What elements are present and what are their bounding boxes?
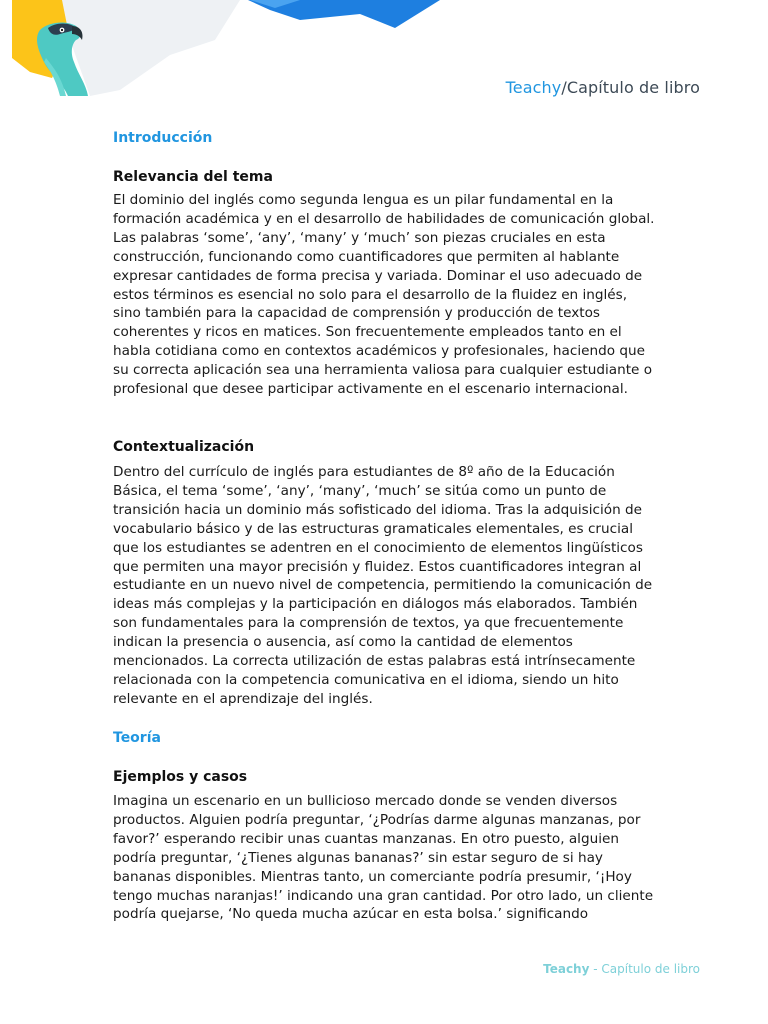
- subtitle-relevancia: Relevancia del tema: [113, 169, 273, 185]
- paragraph-relevancia: El dominio del inglés como segunda lengua es un pilar fundamental en la formación académica y en el desarrollo de habilidades de comunicación global. Las palabras ‘some’, ‘any’, ‘many’ y ‘much’ son piezas cruciales en esta construcción, funcionando como cuantificadores que permiten al hablante expresar cantidades de forma precisa y variada. Dominar el uso adecuado de estos términos es esencial no solo para el desarrollo de la fluidez en inglés, sino también para la capacidad de comprensión y producción de textos coherentes y ricos en matices. Son frecuentemente empleados tanto en el habla cotidiana como en contextos académicos y profesionales, haciendo que su correcta aplicación sea una herramienta valiosa para cualquier estudiante o profesional que desee participar activamente en el escenario internacional.: [113, 192, 655, 398]
- breadcrumb-separator: /: [561, 78, 567, 97]
- parrot-logo-icon: [26, 18, 92, 98]
- paragraph-ejemplos: Imagina un escenario en un bullicioso mercado donde se venden diversos productos. Alguien podría preguntar, ‘¿Podrías darme algunas manzanas, por favor?’ esperando recibir unas cuantas manzanas. En otro puesto, alguien podría preguntar, ‘¿Tienes algunas bananas?’ sin estar seguro de si hay bananas disponibles. Mientras tanto, un comerciante podría presumir, ‘¡Hoy tengo muchas naranjas!’ indicando una gran cantidad. Por otro lado, un cliente podría quejarse, ‘No queda mucha azúcar en esta bolsa.’ significando: [113, 793, 654, 923]
- subtitle-contextualizacion: Contextualización: [113, 439, 255, 455]
- section-title-teoria: Teoría: [113, 730, 161, 746]
- footer-section: Capítulo de libro: [601, 962, 700, 976]
- header-breadcrumb: [506, 78, 700, 97]
- brand-name: Teachy: [505, 78, 562, 97]
- footer-brand: Teachy: [543, 962, 590, 976]
- footer-label: [543, 962, 700, 976]
- subtitle-ejemplos: Ejemplos y casos: [113, 769, 248, 785]
- breadcrumb-section: Capítulo de libro: [566, 78, 700, 97]
- paragraph-contextualizacion: Dentro del currículo de inglés para estudiantes de 8º año de la Educación Básica, el tema ‘some’, ‘any’, ‘many’, ‘much’ se sitúa como un punto de transición hacia un dominio más sofisticado del idioma. Tras la adquisición de vocabulario básico y de las estructuras gramaticales elementales, es crucial que los estudiantes se adentren en el conocimiento de elementos lingüísticos que permiten una mayor precisión y fluidez. Estos cuantificadores integran al estudiante en un nuevo nivel de competencia, permitiendo la comunicación de ideas más complejas y la participación en diálogos más elaborados. También son fundamentales para la comprensión de textos, ya que frecuentemente indican la presencia o ausencia, así como la cantidad de elementos mencionados. La correcta utilización de estas palabras está intrínsecamente relacionada con la competencia comunicativa en el idioma, siendo un hito relevante en el aprendizaje del inglés.: [113, 464, 653, 707]
- footer-separator: -: [589, 962, 602, 976]
- section-title-introduccion: Introducción: [113, 130, 213, 146]
